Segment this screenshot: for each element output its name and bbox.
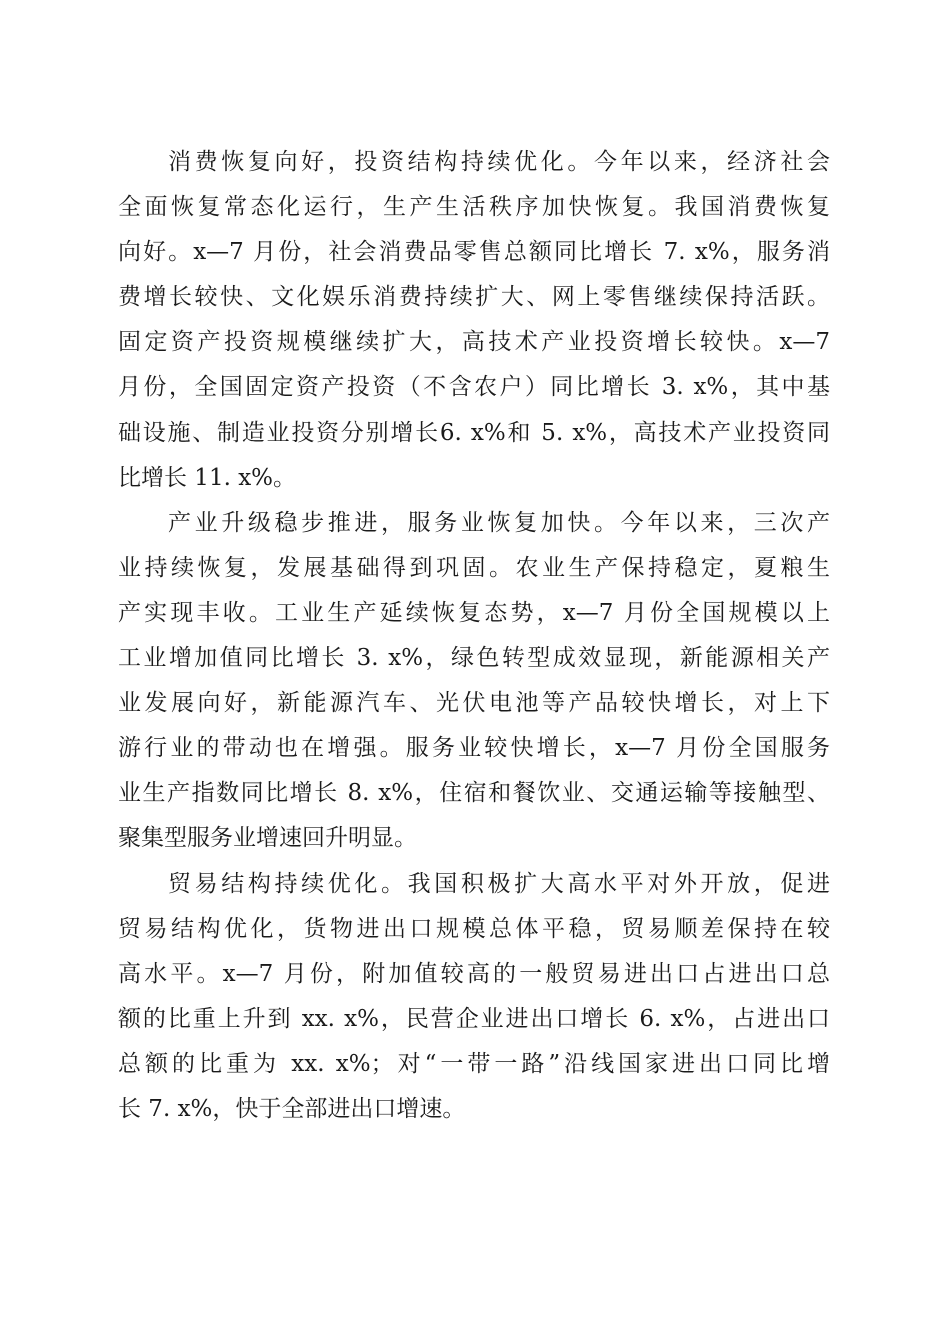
text-line: 业发展向好，新能源汽车、光伏电池等产品较快增长，对上下 [118, 690, 830, 717]
text-line: 游行业的带动也在增强。服务业较快增长，x—7 月份全国服务 [118, 735, 830, 762]
text-line: 消费恢复向好，投资结构持续优化。今年以来，经济社会 [168, 149, 830, 175]
text-line: 业生产指数同比增长 8. x%，住宿和餐饮业、交通运输等接触型、 [118, 780, 830, 807]
document-body [118, 140, 830, 1132]
text-line: 月份，全国固定资产投资（不含农户）同比增长 3. x%，其中基 [118, 374, 830, 401]
text-line: 贸易结构优化，货物进出口规模总体平稳，贸易顺差保持在较 [118, 915, 830, 942]
paragraph-trade-structure [118, 862, 830, 1133]
text-line: 高水平。x—7 月份，附加值较高的一般贸易进出口占进出口总 [118, 960, 830, 987]
text-line: 贸易结构持续优化。我国积极扩大高水平对外开放，促进 [168, 870, 830, 897]
paragraph-consumption-investment [118, 140, 830, 501]
text-line: 工业增加值同比增长 3. x%，绿色转型成效显现，新能源相关产 [118, 645, 830, 672]
text-line: 费增长较快、文化娱乐消费持续扩大、网上零售继续保持活跃。 [118, 284, 830, 311]
text-line: 比增长 11. x%。 [118, 464, 297, 491]
text-line: 业持续恢复，发展基础得到巩固。农业生产保持稳定，夏粮生 [118, 554, 830, 581]
text-line: 全面恢复常态化运行，生产生活秩序加快恢复。我国消费恢复 [118, 194, 830, 221]
text-line: 固定资产投资规模继续扩大，高技术产业投资增长较快。x—7 [118, 329, 830, 356]
text-line: 向好。x—7 月份，社会消费品零售总额同比增长 7. x%，服务消 [118, 239, 830, 266]
text-line: 产业升级稳步推进，服务业恢复加快。今年以来，三次产 [168, 509, 830, 536]
paragraph-industry-services [118, 501, 830, 862]
text-line: 产实现丰收。工业生产延续恢复态势，x—7 月份全国规模以上 [118, 599, 830, 626]
text-line: 总额的比重为 xx. x%；对“一带一路”沿线国家进出口同比增 [118, 1050, 830, 1077]
text-line: 聚集型服务业增速回升明显。 [118, 825, 417, 852]
text-line: 长 7. x%，快于全部进出口增速。 [118, 1095, 466, 1122]
text-line: 础设施、制造业投资分别增长6. x%和 5. x%，高技术产业投资同 [118, 419, 830, 446]
text-line: 额的比重上升到 xx. x%，民营企业进出口增长 6. x%，占进出口 [118, 1005, 830, 1032]
